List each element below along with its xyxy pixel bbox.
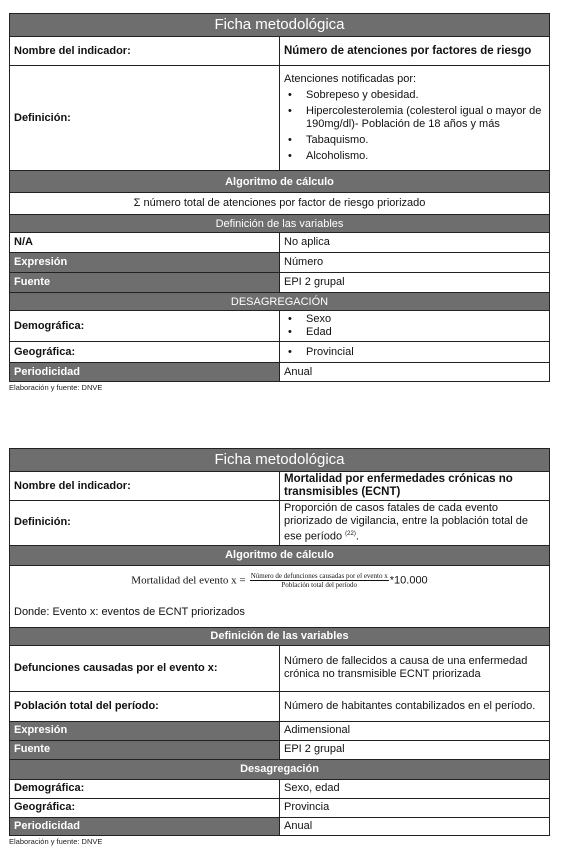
- geografica-item: • Provincial: [284, 346, 545, 359]
- algoritmo-header: Algoritmo de cálculo: [10, 171, 550, 193]
- ficha-title: Ficha metodológica: [10, 14, 550, 37]
- definicion-label: Definición:: [10, 501, 280, 546]
- definicion-item: • Tabaquismo.: [284, 134, 545, 147]
- algoritmo-body: [10, 565, 550, 627]
- definicion-text: Proporción de casos fatales de cada evento priorizado de vigilancia, entre la población total de ese período: [284, 502, 528, 543]
- definicion-label: Definición:: [10, 66, 280, 171]
- desagregacion-header: DESAGREGACIÓN: [10, 293, 550, 311]
- periodicidad-label: Periodicidad: [10, 817, 280, 835]
- nombre-label: Nombre del indicador:: [10, 472, 280, 501]
- formula-right: *10.000: [389, 574, 428, 587]
- definicion-item: • Hipercolesterolemia (colesterol igual o mayor de 190mg/dl)- Población de 18 años y más: [284, 105, 545, 131]
- nombre-value: Mortalidad por enfermedades crónicas no transmisibles (ECNT): [280, 472, 550, 501]
- definicion-item: • Sobrepeso y obesidad.: [284, 89, 545, 102]
- ficha-metodologica-1: [9, 13, 550, 392]
- desagregacion-header: Desagregación: [10, 759, 550, 779]
- defunciones-value: Número de fallecidos a causa de una enfermedad crónica no transmisible ECNT priorizada: [280, 645, 550, 691]
- donde-text: Donde: Evento x: eventos de ECNT priorizados: [14, 605, 245, 618]
- fuente-label: Fuente: [10, 740, 280, 759]
- fuente-value: EPI 2 grupal: [280, 740, 550, 759]
- na-label: N/A: [10, 233, 280, 253]
- geografica-label: Geográfica:: [10, 798, 280, 817]
- ficha-table-2: [9, 448, 550, 836]
- formula-left: Mortalidad del evento x =: [131, 574, 246, 587]
- formula: [14, 572, 545, 589]
- algoritmo-header: Algoritmo de cálculo: [10, 545, 550, 565]
- definicion-value: [280, 501, 550, 546]
- demografica-label: Demográfica:: [10, 311, 280, 342]
- nombre-value: Número de atenciones por factores de riesgo: [280, 37, 550, 66]
- definicion-item: • Alcoholismo.: [284, 150, 545, 163]
- definicion-intro: Atenciones notificadas por:: [284, 73, 417, 85]
- definicion-end: .: [355, 530, 359, 543]
- formula-numerator: Número de defunciones causadas por el evento x: [250, 571, 388, 580]
- poblacion-value: Número de habitantes contabilizados en el período.: [280, 691, 550, 721]
- expresion-value: Adimensional: [280, 721, 550, 740]
- source-note: Elaboración y fuente: DNVE: [9, 383, 103, 392]
- periodicidad-label: Periodicidad: [10, 363, 280, 382]
- variables-header: Definición de las variables: [10, 215, 550, 233]
- nombre-label: Nombre del indicador:: [10, 37, 280, 66]
- periodicidad-value: Anual: [280, 817, 550, 835]
- fuente-value: EPI 2 grupal: [280, 273, 550, 293]
- geografica-value: [280, 342, 550, 363]
- periodicidad-value: Anual: [280, 363, 550, 382]
- ficha-table-1: [9, 13, 550, 382]
- formula-denominator: Población total del período: [281, 580, 358, 589]
- expresion-value: Número: [280, 253, 550, 273]
- ficha-title: Ficha metodológica: [10, 449, 550, 472]
- formula-fraction: [250, 572, 389, 589]
- geografica-value: Provincia: [280, 798, 550, 817]
- expresion-label: Expresión: [10, 253, 280, 273]
- demografica-item: • Sexo: [284, 313, 545, 326]
- poblacion-label: Población total del período:: [10, 691, 280, 721]
- definicion-value: [280, 66, 550, 171]
- definicion-reference: (22): [345, 531, 356, 537]
- defunciones-label: Defunciones causadas por el evento x:: [10, 645, 280, 691]
- demografica-label: Demográfica:: [10, 779, 280, 798]
- ficha-metodologica-2: [9, 448, 550, 846]
- na-value: No aplica: [280, 233, 550, 253]
- demografica-value: Sexo, edad: [280, 779, 550, 798]
- geografica-label: Geográfica:: [10, 342, 280, 363]
- source-note: Elaboración y fuente: DNVE: [9, 836, 103, 846]
- variables-header: Definición de las variables: [10, 627, 550, 645]
- algoritmo-text: Σ número total de atenciones por factor de riesgo priorizado: [10, 193, 550, 215]
- fuente-label: Fuente: [10, 273, 280, 293]
- demografica-value: [280, 311, 550, 342]
- expresion-label: Expresión: [10, 721, 280, 740]
- demografica-item: • Edad: [284, 326, 545, 339]
